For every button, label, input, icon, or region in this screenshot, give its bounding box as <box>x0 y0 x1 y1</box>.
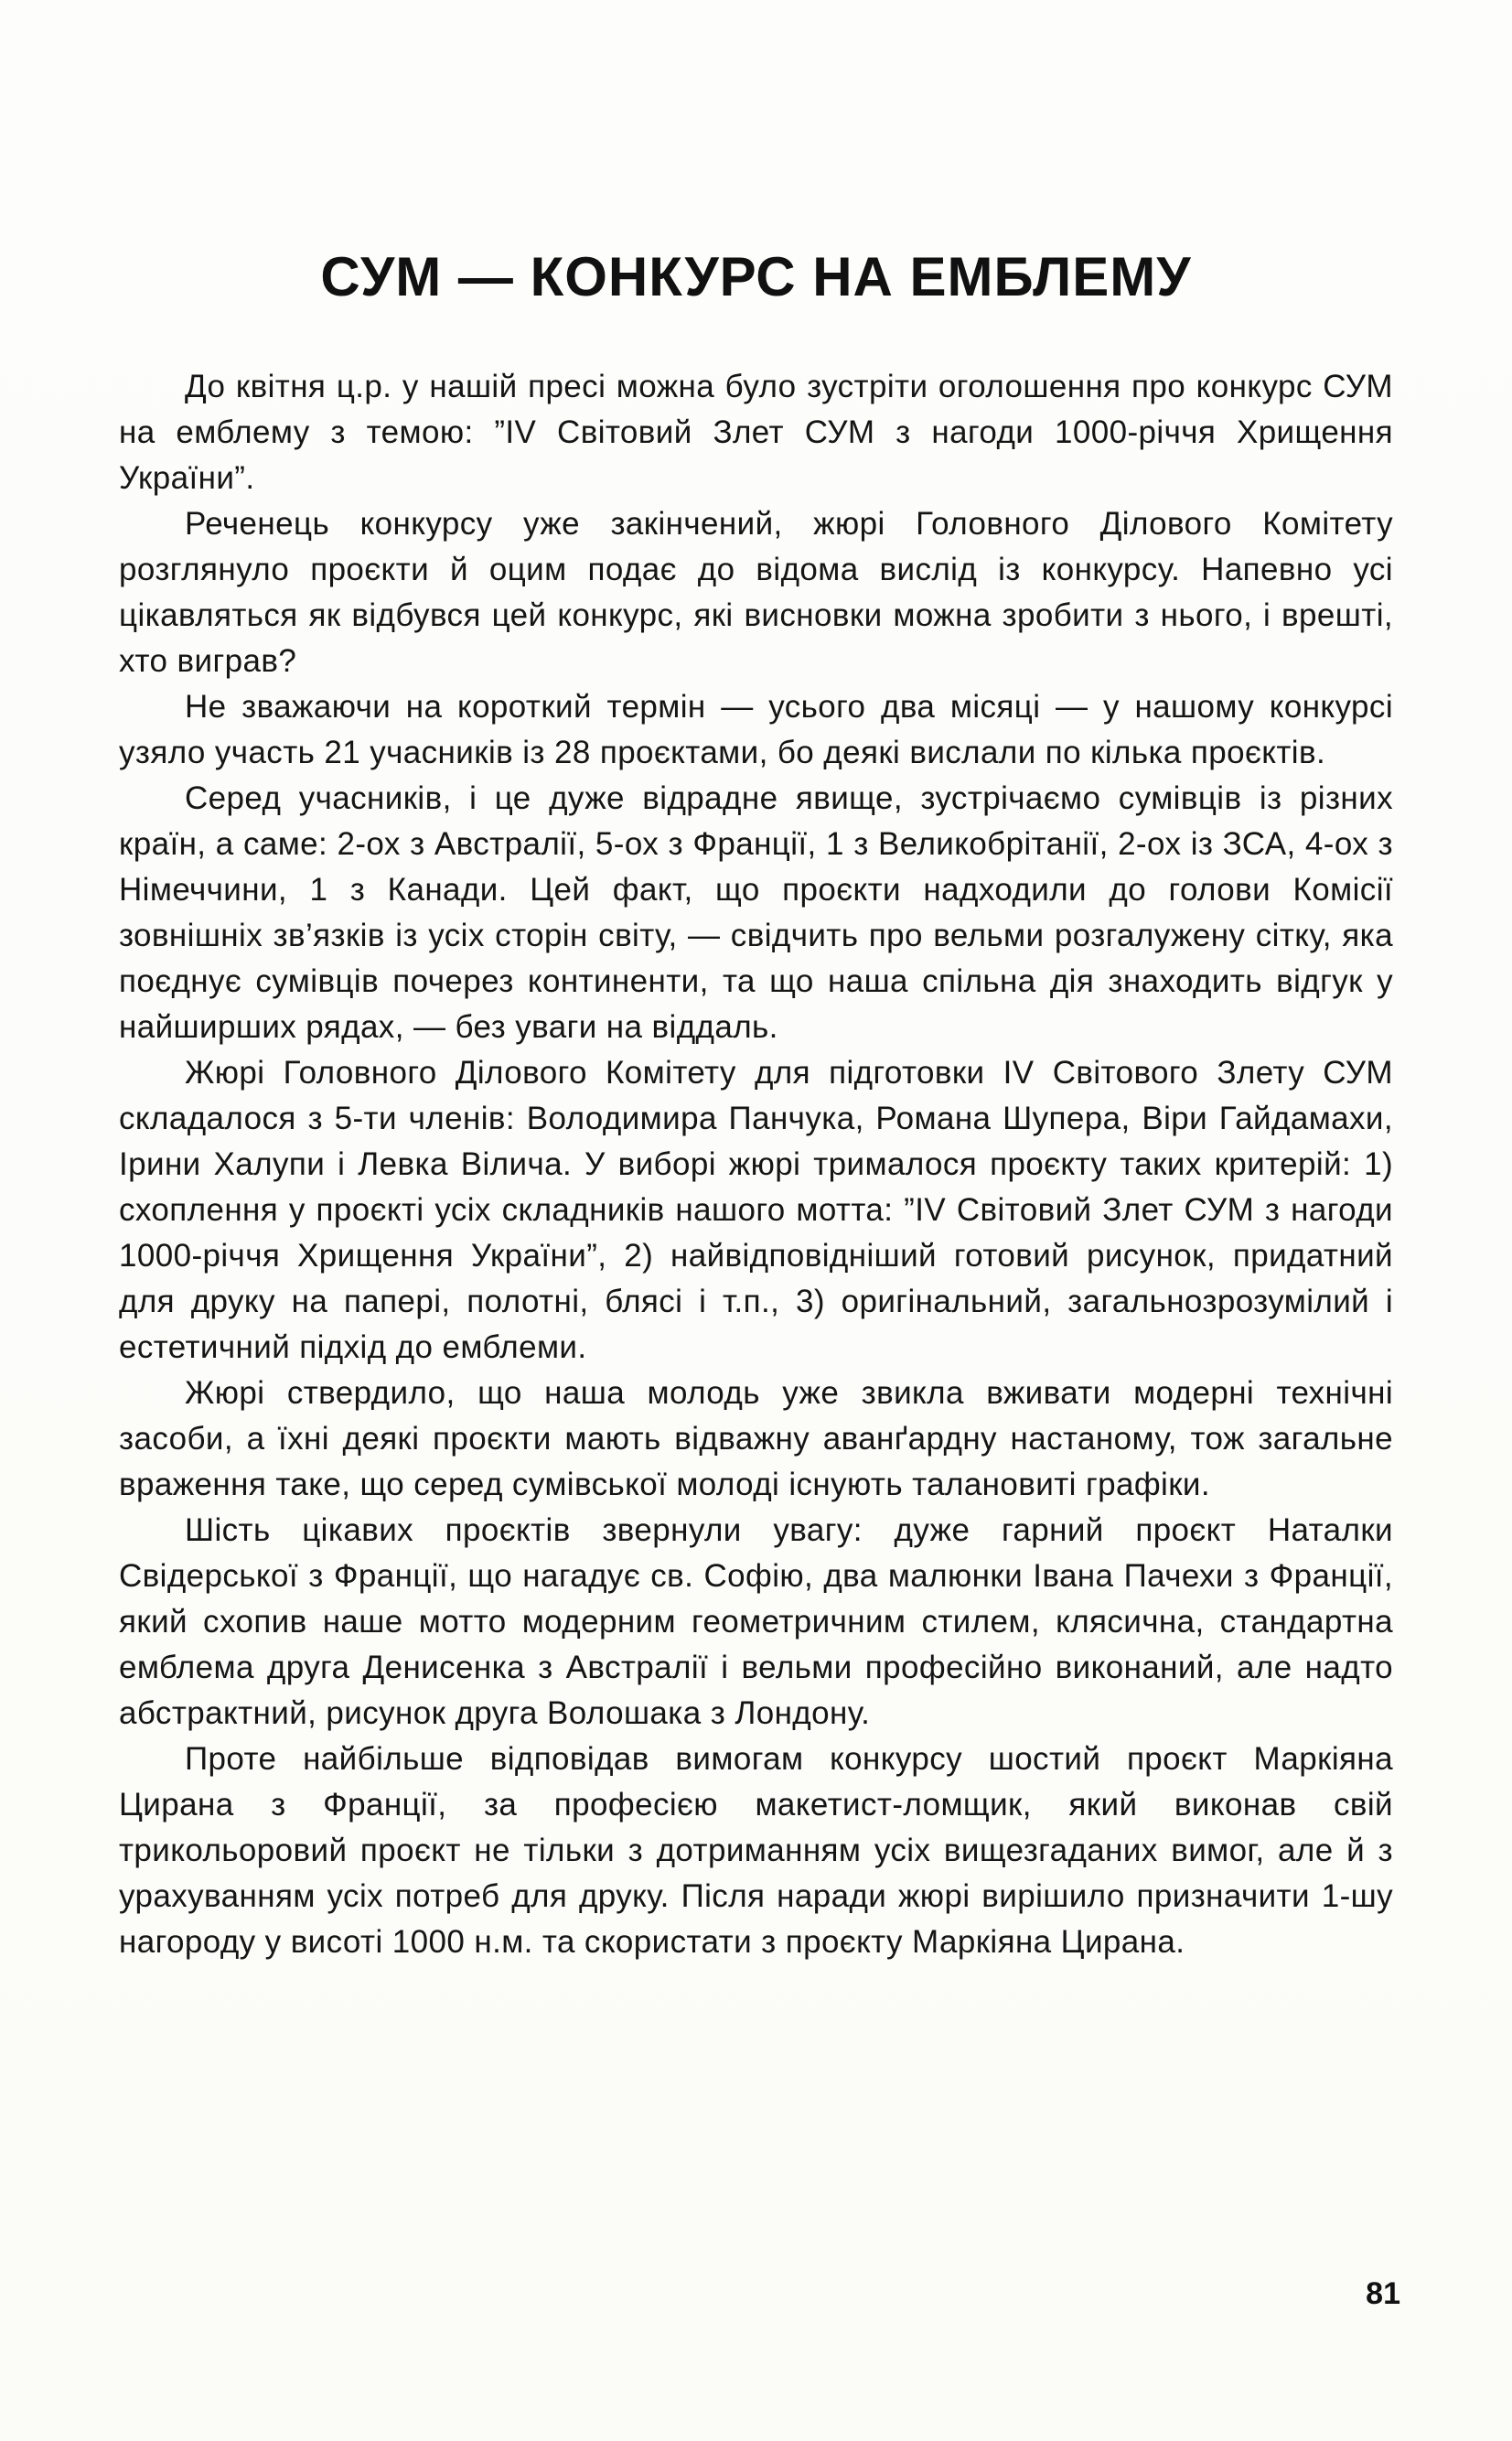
paragraph: Реченець конкурсу уже закінчений, жюрі Головного Ділового Комітету розглянуло проєкти й оцим подає до відома вислід із конкурсу. Напевно усі цікавляться як відбувся цей конкурс, які висновки можна зробити з нього, і врешті, хто виграв? <box>119 506 1393 679</box>
paragraph: Жюрі ствердило, що наша молодь уже звикла вживати модерні технічні засоби, а їхні деякі проєкти мають відважну аванґардну настаному, тож загальне враження таке, що серед сумівської молоді існують талановиті графіки. <box>119 1375 1393 1502</box>
article-body <box>119 364 1393 1965</box>
paragraph: Проте найбільше відповідав вимогам конкурсу шостий проєкт Маркіяна Цирана з Франції, за професією макетист-ломщик, який виконав свій трикольоровий проєкт не тільки з дотриманням усіх вищезгаданих вимог, але й з урахуванням усіх потреб для друку. Після наради жюрі вирішило призначити 1-шу нагороду у висоті 1000 н.м. та скористати з проєкту Маркіяна Цирана. <box>119 1741 1393 1960</box>
paragraph: Серед учасників, і це дуже відрадне явище, зустрічаємо сумівців із різних країн, а саме: 2-ох з Австралії, 5-ох з Франції, 1 з Великобрітанії, 2-ох із ЗСА, 4-ох з Німеччини, 1 з Канади. Цей факт, що проєкти надходили до голови Комісії зовнішніх зв’язків із усіх сторін світу, — свідчить про вельми розгалужену сітку, яка поєднує сумівців почерез континенти, та що наша спільна дія знаходить відгук у найширших рядах, — без уваги на віддаль. <box>119 780 1393 1045</box>
paragraph: Шість цікавих проєктів звернули увагу: дуже гарний проєкт Наталки Свідерської з Франції, що нагадує св. Софію, два малюнки Івана Пачехи з Франції, який схопив наше мотто модерним геометричним стилем, клясична, стандартна емблема друга Денисенка з Австралії і вельми професійно виконаний, але надто абстрактний, рисунок друга Волошака з Лондону. <box>119 1512 1393 1731</box>
page-number: 81 <box>1366 2276 1400 2311</box>
paragraph: Не зважаючи на короткий термін — усього два місяці — у нашому конкурсі узяло участь 21 учасників із 28 проєктами, бо деякі вислали по кілька проєктів. <box>119 689 1393 770</box>
paragraph: До квітня ц.р. у нашій пресі можна було зустріти оголошення про конкурс СУМ на емблему з темою: ”IV Світовий Злет СУМ з нагоди 1000-річчя Хрищення України”. <box>119 369 1393 496</box>
paragraph: Жюрі Головного Ділового Комітету для підготовки IV Світового Злету СУМ складалося з 5-ти членів: Володимира Панчука, Романа Шупера, Віри Гайдамахи, Ірини Халупи і Левка Вілича. У виборі жюрі трималося проєкту таких критерій: 1) схоплення у проєкті усіх складників нашого мотта: ”IV Світовий Злет СУМ з нагоди 1000-річчя Хрищення України”, 2) найвідповідніший готовий рисунок, придатний для друку на папері, полотні, блясі і т.п., 3) оригінальний, загальнозрозумілий і естетичний підхід до емблеми. <box>119 1055 1393 1365</box>
article-title: СУМ — КОНКУРС НА ЕМБЛЕМУ <box>320 246 1192 307</box>
